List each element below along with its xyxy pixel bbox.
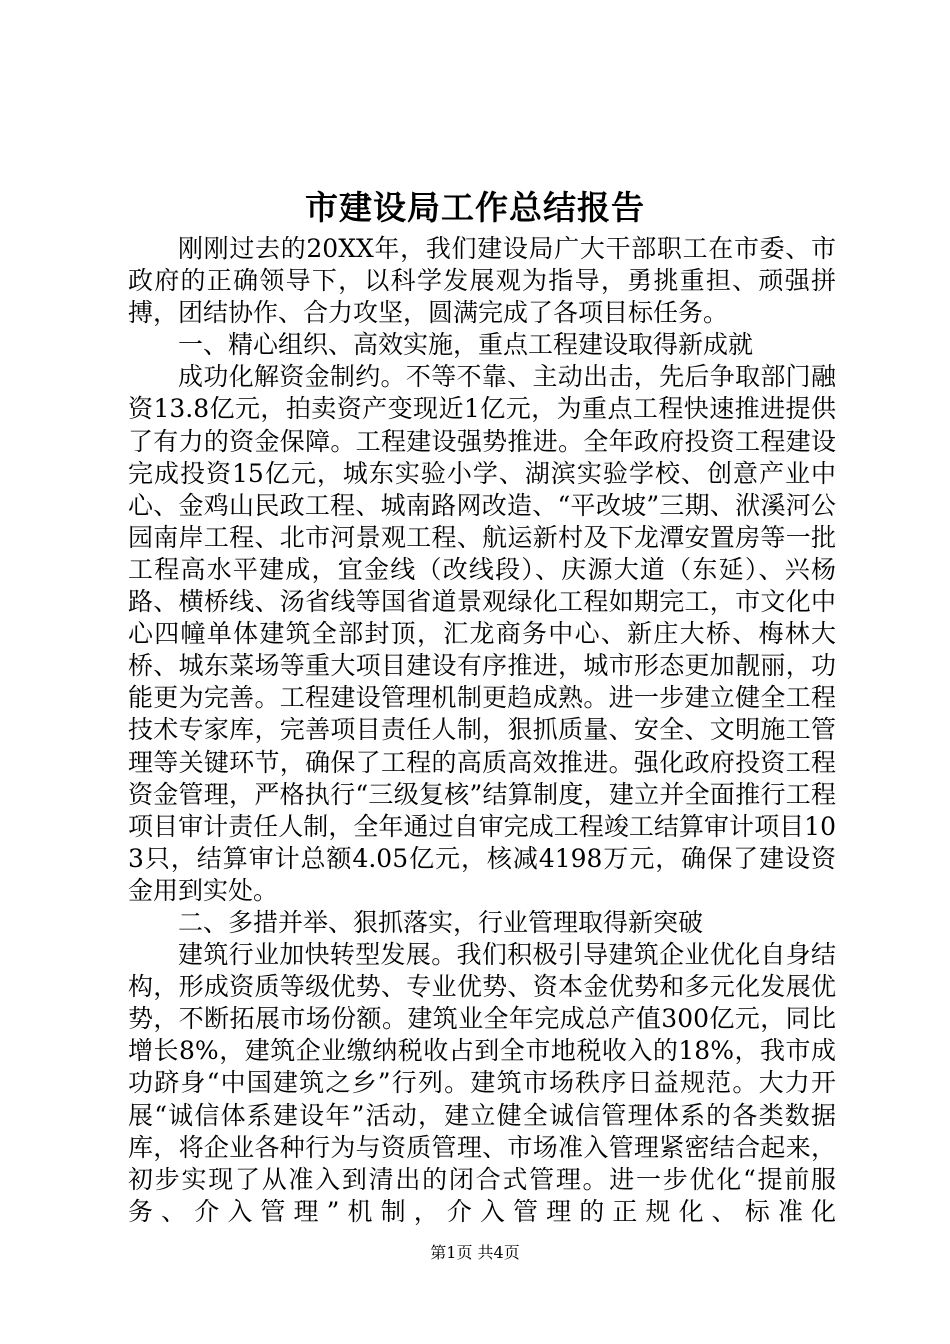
document-title: 市建设局工作总结报告	[305, 188, 645, 227]
page-number: 第1页 共4页	[430, 1243, 520, 1262]
section-heading-2: 二、多措并举、狠抓落实，行业管理取得新突破	[178, 907, 704, 937]
intro-paragraph: 刚刚过去的20XX年，我们建设局广大干部职工在市委、市政府的正确领导下，以科学发展观为指导，勇挑重担、顽强拼搏，团结协作、合力攻坚，圆满完成了各项目标任务。	[128, 234, 836, 328]
section-heading-1: 一、精心组织、高效实施，重点工程建设取得新成就	[178, 330, 754, 360]
document-body	[128, 233, 836, 1228]
section-2-paragraph: 建筑行业加快转型发展。我们积极引导建筑企业优化自身结构，形成资质等级优势、专业优势、资本金优势和多元化发展优势，不断拓展市场份额。建筑业全年完成总产值300亿元，同比增长8%，建筑企业缴纳税收占到全市地税收入的18%，我市成功跻身“中国建筑之乡”行列。建筑市场秩序日益规范。大力开展“诚信体系建设年”活动，建立健全诚信管理体系的各类数据库，将企业各种行为与资质管理、市场准入管理紧密结合起来，初步实现了从准入到清出的闭合式管理。进一步优化“提前服务、介入管理”机制，介入管理的正规化、标准化	[128, 940, 836, 1226]
section-1-paragraph: 成功化解资金制约。不等不靠、主动出击，先后争取部门融资13.8亿元，拍卖资产变现近1亿元，为重点工程快速推进提供了有力的资金保障。工程建设强势推进。全年政府投资工程建设完成投资15亿元，城东实验小学、湖滨实验学校、创意产业中心、金鸡山民政工程、城南路网改造、“平改坡”三期、洑溪河公园南岸工程、北市河景观工程、航运新村及下龙潭安置房等一批工程高水平建成，宜金线（改线段）、庆源大道（东延）、兴杨路、横桥线、汤省线等国省道景观绿化工程如期完工，市文化中心四幢单体建筑全部封顶，汇龙商务中心、新庄大桥、梅林大桥、城东菜场等重大项目建设有序推进，城市形态更加靓丽，功能更为完善。工程建设管理机制更趋成熟。进一步建立健全工程技术专家库，完善项目责任人制，狠抓质量、安全、文明施工管理等关键环节，确保了工程的高质高效推进。强化政府投资工程资金管理，严格执行“三级复核”结算制度，建立并全面推行工程项目审计责任人制，全年通过自审完成工程竣工结算审计项目103只，结算审计总额4.05亿元，核减4198万元，确保了建设资金用到实处。	[128, 362, 836, 905]
